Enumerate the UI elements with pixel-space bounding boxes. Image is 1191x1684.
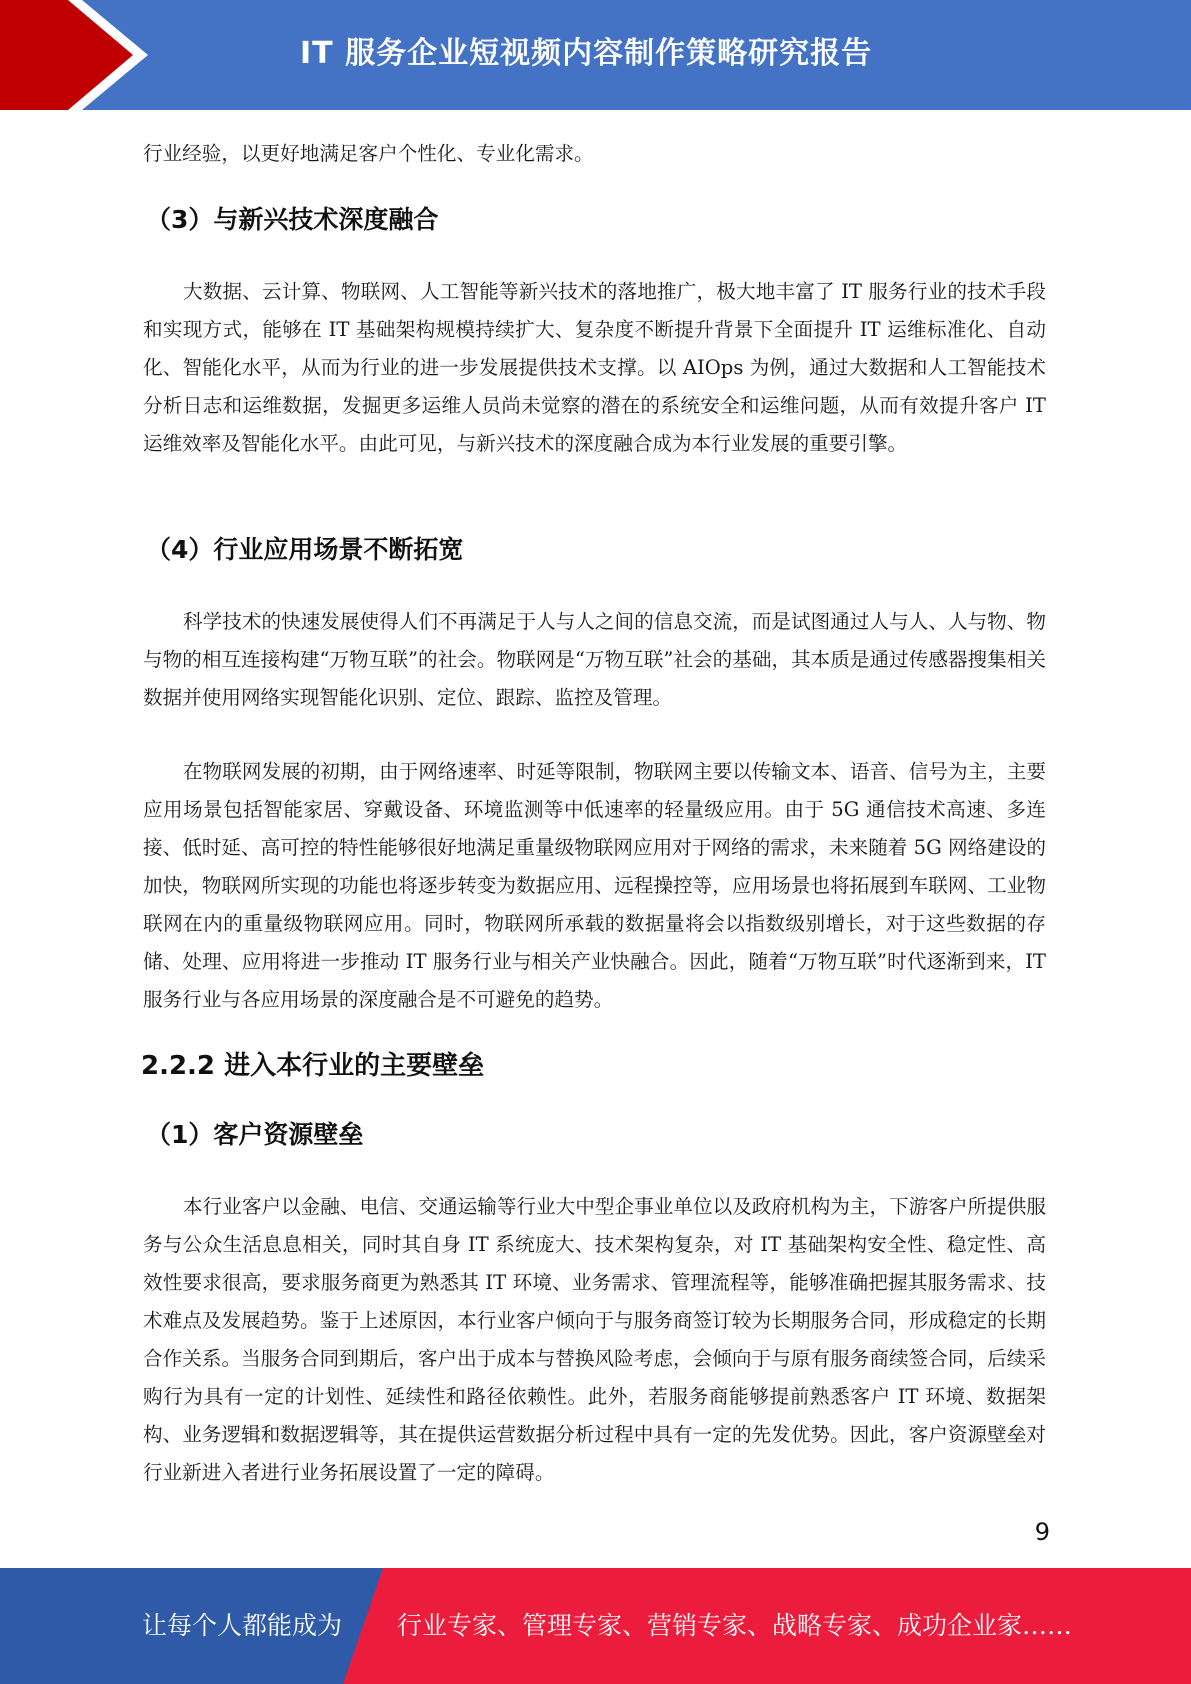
page-number: 9 bbox=[1034, 1518, 1050, 1546]
page-footer bbox=[0, 1568, 1191, 1684]
paragraph-iot-intro: 科学技术的快速发展使得人们不再满足于人与人之间的信息交流，而是试图通过人与人、人与物、物与物的相互连接构建“万物互联”的社会。物联网是“万物互联”社会的基础，其本质是通过传感器搜集相关数据并使用网络实现智能化识别、定位、跟踪、监控及管理。 bbox=[143, 610, 1046, 709]
heading-application-scenarios: （4）行业应用场景不断拓宽 bbox=[146, 535, 464, 564]
heading-section-2-2-2: 2.2.2 进入本行业的主要壁垒 bbox=[141, 1051, 485, 1081]
paragraph-emerging-tech: 大数据、云计算、物联网、人工智能等新兴技术的落地推广，极大地丰富了 IT 服务行业的技术手段和实现方式，能够在 IT 基础架构规模持续扩大、复杂度不断提升背景下全面提升 IT 运维标准化、自动化、智能化水平，从而为行业的进一步发展提供技术支撑。以 AIOps 为例，通过大数据和人工智能技术分析日志和运维数据，发掘更多运维人员尚未觉察的潜在的系统安全和运维问题，从而有效提升客户 IT 运维效率及智能化水平。由此可见，与新兴技术的深度融合成为本行业发展的重要引擎。 bbox=[143, 280, 1046, 455]
heading-emerging-tech: （3）与新兴技术深度融合 bbox=[146, 205, 439, 234]
report-title: IT 服务企业短视频内容制作策略研究报告 bbox=[300, 36, 873, 71]
footer-slogan-right: 行业专家、管理专家、营销专家、战略专家、成功企业家…… bbox=[397, 1611, 1073, 1640]
footer-slogan-left: 让每个人都能成为 bbox=[142, 1611, 343, 1640]
paragraph-iot-development: 在物联网发展的初期，由于网络速率、时延等限制，物联网主要以传输文本、语音、信号为主，主要应用场景包括智能家居、穿戴设备、环境监测等中低速率的轻量级应用。由于 5G 通信技术高速、多连接、低时延、高可控的特性能够很好地满足重量级物联网应用对于网络的需求，未来随着 5G 网络建设的加快，物联网所实现的功能也将逐步转变为数据应用、远程操控等，应用场景也将拓展到车联网、工业物联网在内的重量级物联网应用。同时，物联网所承载的数据量将会以指数级别增长，对于这些数据的存储、处理、应用将进一步推动 IT 服务行业与相关产业快融合。因此，随着“万物互联”时代逐渐到来，IT 服务行业与各应用场景的深度融合是不可避免的趋势。 bbox=[143, 760, 1046, 1011]
paragraph-customer-barrier: 本行业客户以金融、电信、交通运输等行业大中型企事业单位以及政府机构为主，下游客户所提供服务与公众生活息息相关，同时其自身 IT 系统庞大、技术架构复杂，对 IT 基础架构安全性、稳定性、高效性要求很高，要求服务商更为熟悉其 IT 环境、业务需求、管理流程等，能够准确把握其服务需求、技术难点及发展趋势。鉴于上述原因，本行业客户倾向于与服务商签订较为长期服务合同，形成稳定的长期合作关系。当服务合同到期后，客户出于成本与替换风险考虑，会倾向于与原有服务商续签合同，后续采购行为具有一定的计划性、延续性和路径依赖性。此外，若服务商能够提前熟悉客户 IT 环境、数据架构、业务逻辑和数据逻辑等，其在提供运营数据分析过程中具有一定的先发优势。因此，客户资源壁垒对行业新进入者进行业务拓展设置了一定的障碍。 bbox=[143, 1195, 1046, 1484]
heading-customer-barrier: （1）客户资源壁垒 bbox=[146, 1120, 364, 1149]
paragraph-continuation: 行业经验，以更好地满足客户个性化、专业化需求。 bbox=[143, 142, 594, 165]
page-header bbox=[0, 0, 1191, 110]
